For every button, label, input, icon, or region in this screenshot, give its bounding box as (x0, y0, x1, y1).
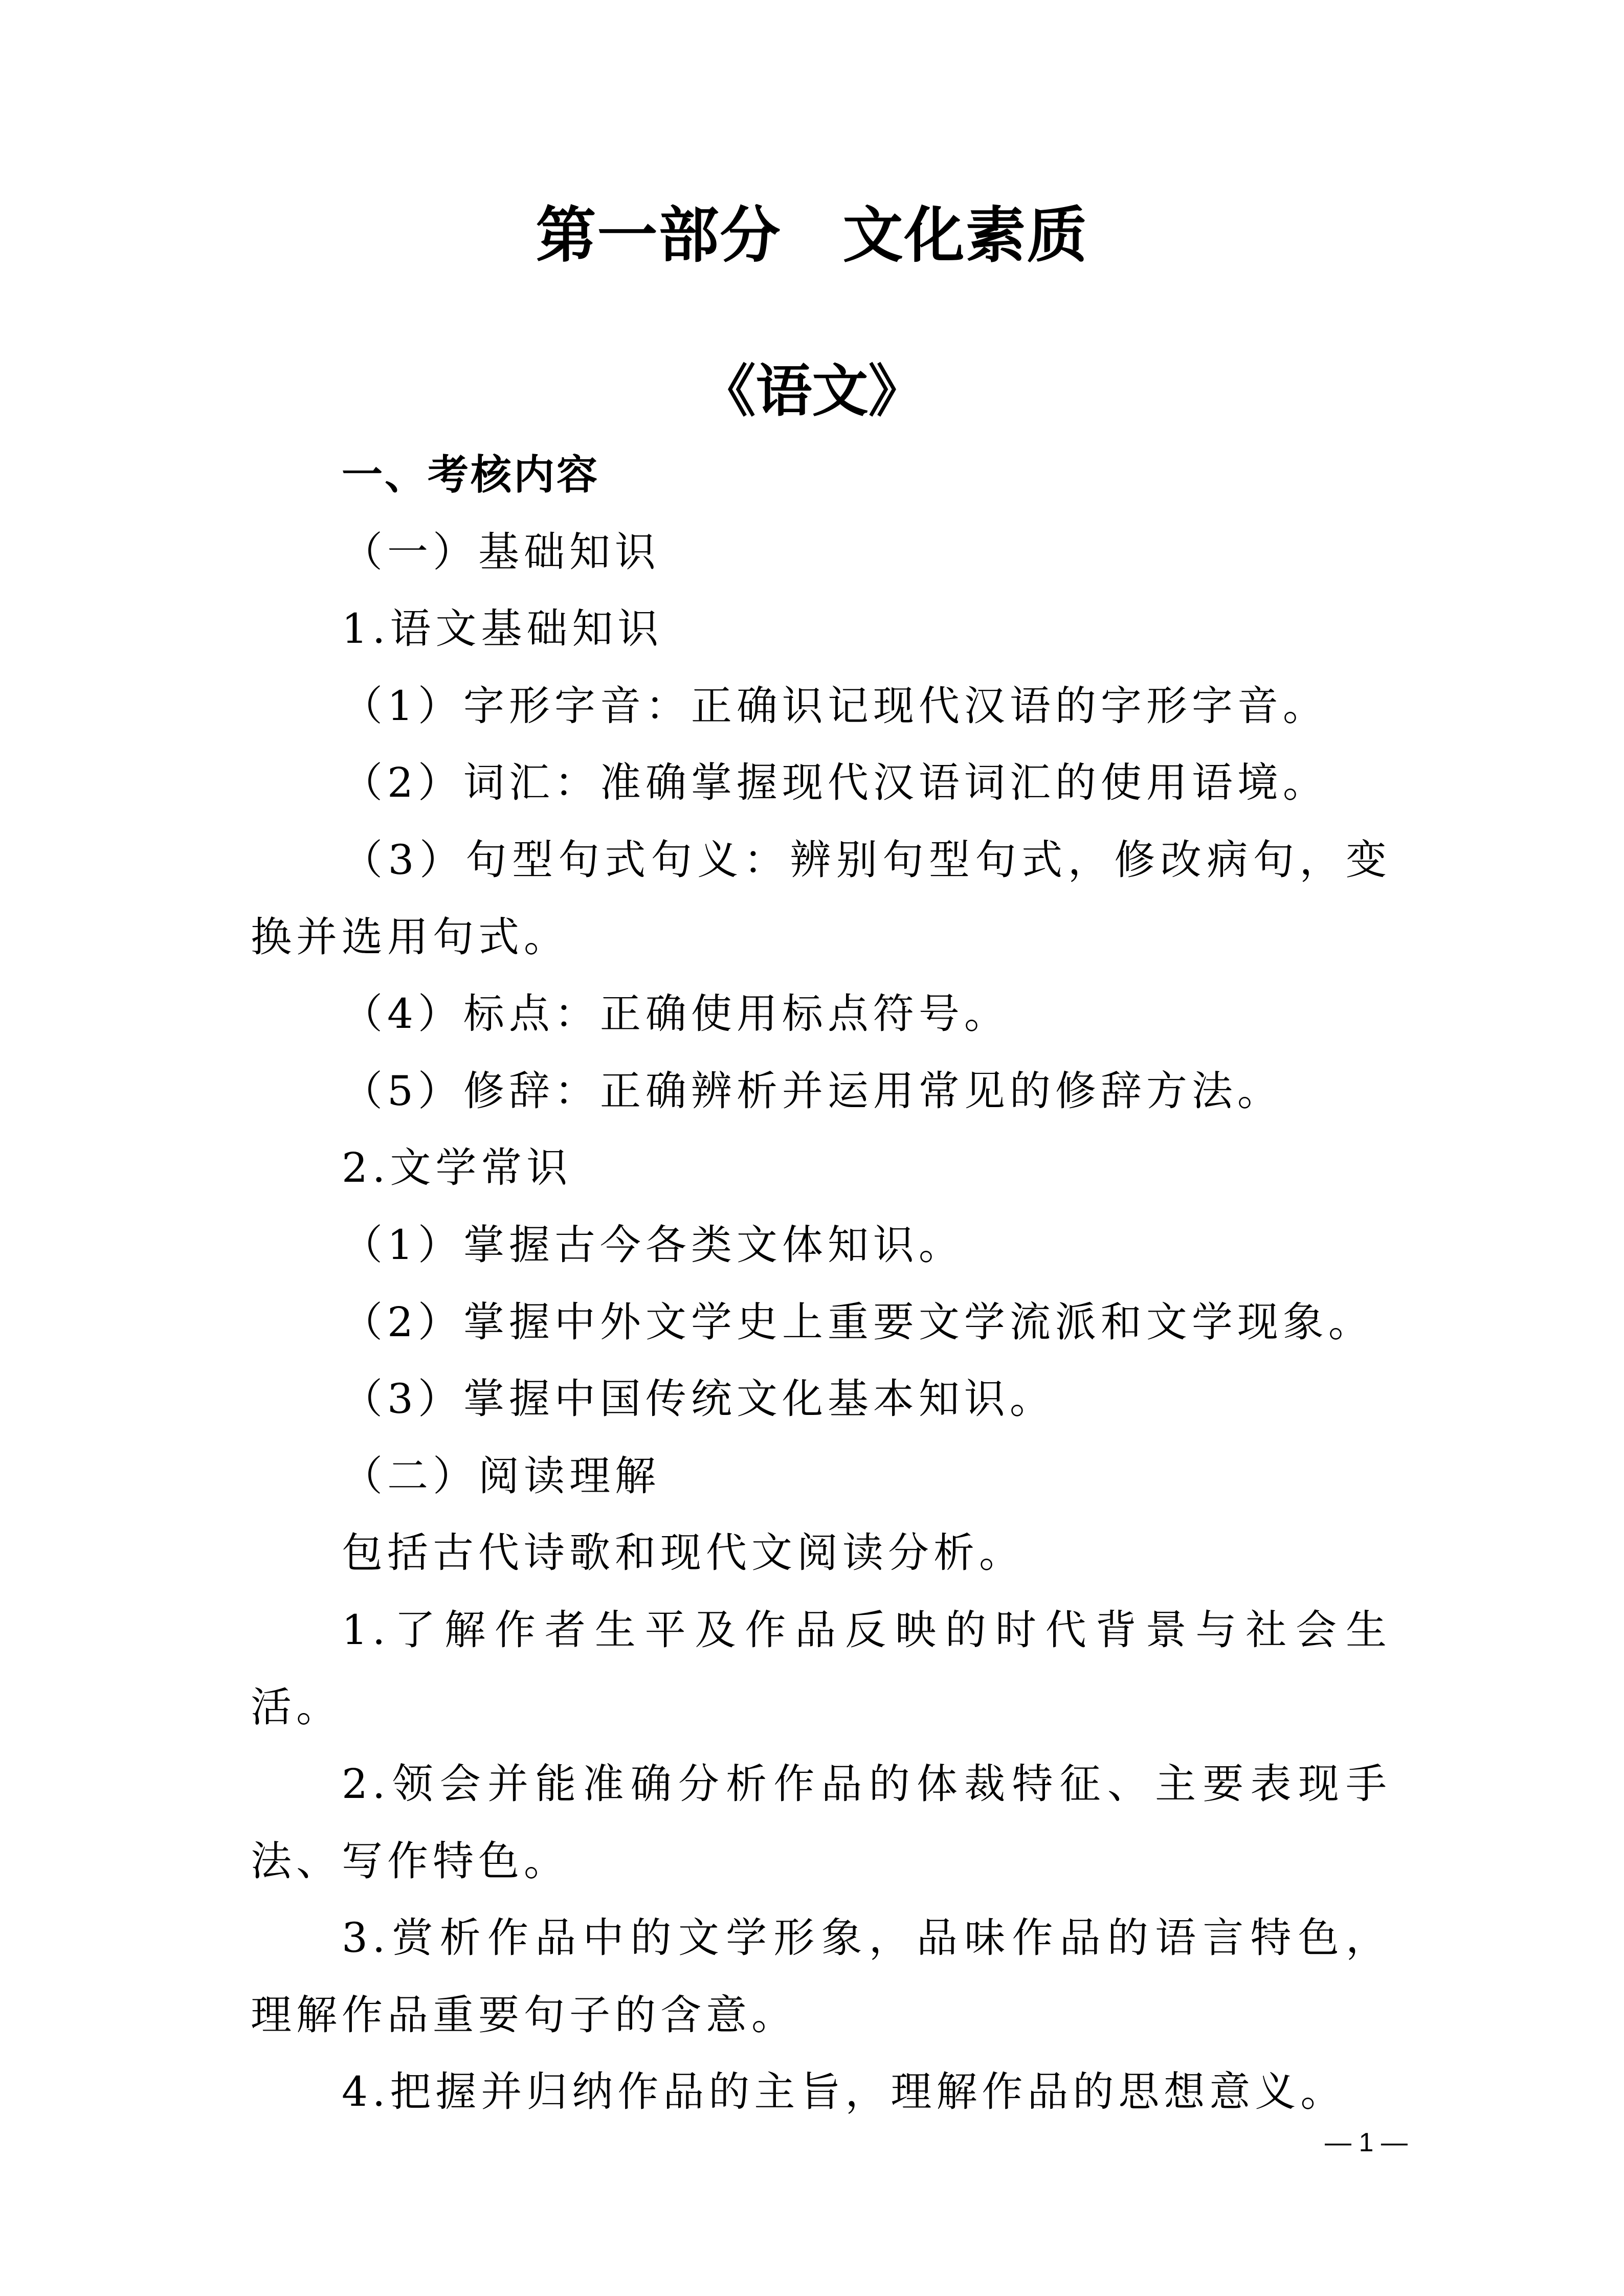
paragraph: （二）阅读理解 (342, 1452, 660, 1500)
paragraph: （4）标点：正确使用标点符号。 (342, 990, 1010, 1038)
paragraph: 1.语文基础知识 (342, 605, 663, 653)
paragraph: 3.赏析作品中的文学形象，品味作品的语言特色，理解作品重要句子的含意。 (251, 1914, 1391, 2039)
paragraph: （1）字形字音：正确识记现代汉语的字形字音。 (342, 682, 1328, 730)
paragraph: （5）修辞：正确辨析并运用常见的修辞方法。 (342, 1067, 1283, 1115)
paragraph: （1）掌握古今各类文体知识。 (342, 1221, 964, 1269)
page-number: — 1 — (1325, 2128, 1408, 2157)
subject-title: 《语文》 (699, 358, 925, 424)
paragraph: 包括古代诗歌和现代文阅读分析。 (342, 1529, 1025, 1577)
paragraph: 1.了解作者生平及作品反映的时代背景与社会生活。 (251, 1606, 1391, 1731)
paragraph: （3）句型句式句义：辨别句型句式，修改病句，变换并选用句式。 (251, 836, 1391, 961)
paragraph: （3）掌握中国传统文化基本知识。 (342, 1375, 1055, 1423)
paragraph: （2）掌握中外文学史上重要文学流派和文学现象。 (342, 1298, 1374, 1346)
paragraph: 2.领会并能准确分析作品的体裁特征、主要表现手法、写作特色。 (251, 1760, 1391, 1885)
paragraph: （一）基础知识 (342, 528, 660, 576)
paragraph: 2.文学常识 (342, 1144, 572, 1192)
paragraph: （2）词汇：准确掌握现代汉语词汇的使用语境。 (342, 759, 1328, 807)
section-heading: 一、考核内容 (342, 451, 599, 499)
paragraph: 4.把握并归纳作品的主旨，理解作品的思想意义。 (342, 2068, 1346, 2116)
document-body (251, 437, 1391, 2131)
part-title: 第一部分 文化素质 (536, 200, 1088, 271)
